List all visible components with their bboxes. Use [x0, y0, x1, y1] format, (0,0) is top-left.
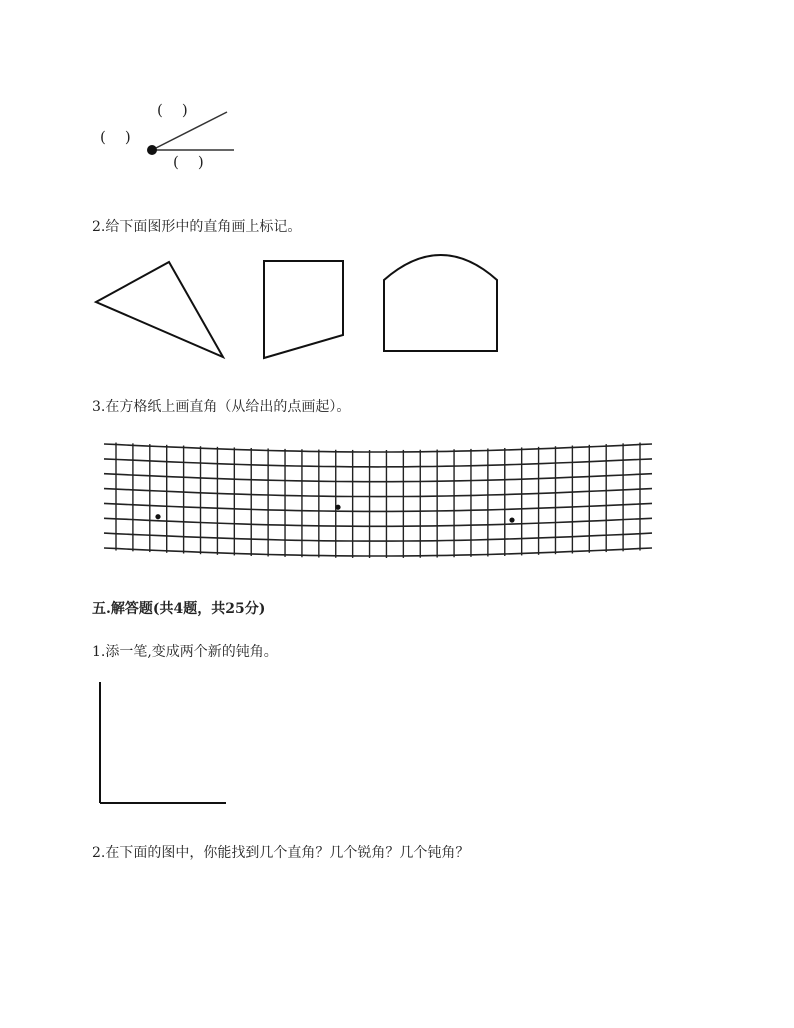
- q3-text: 3.在方格纸上画直角（从给出的点画起）。: [92, 399, 351, 415]
- s5-q2-text: 2.在下面的图中，你能找到几个直角？几个锐角？几个钝角？: [92, 845, 470, 861]
- blank-bottom: ( ): [173, 153, 204, 171]
- q2-text: 2.给下面图形中的直角画上标记。: [92, 219, 302, 235]
- blank-top: ( ): [157, 101, 188, 119]
- s5-q1-text: 1.添一笔,变成两个新的钝角。: [92, 644, 278, 660]
- blank-left: ( ): [100, 128, 131, 146]
- section-5-title: 五.解答题(共4题，共25分): [92, 601, 266, 617]
